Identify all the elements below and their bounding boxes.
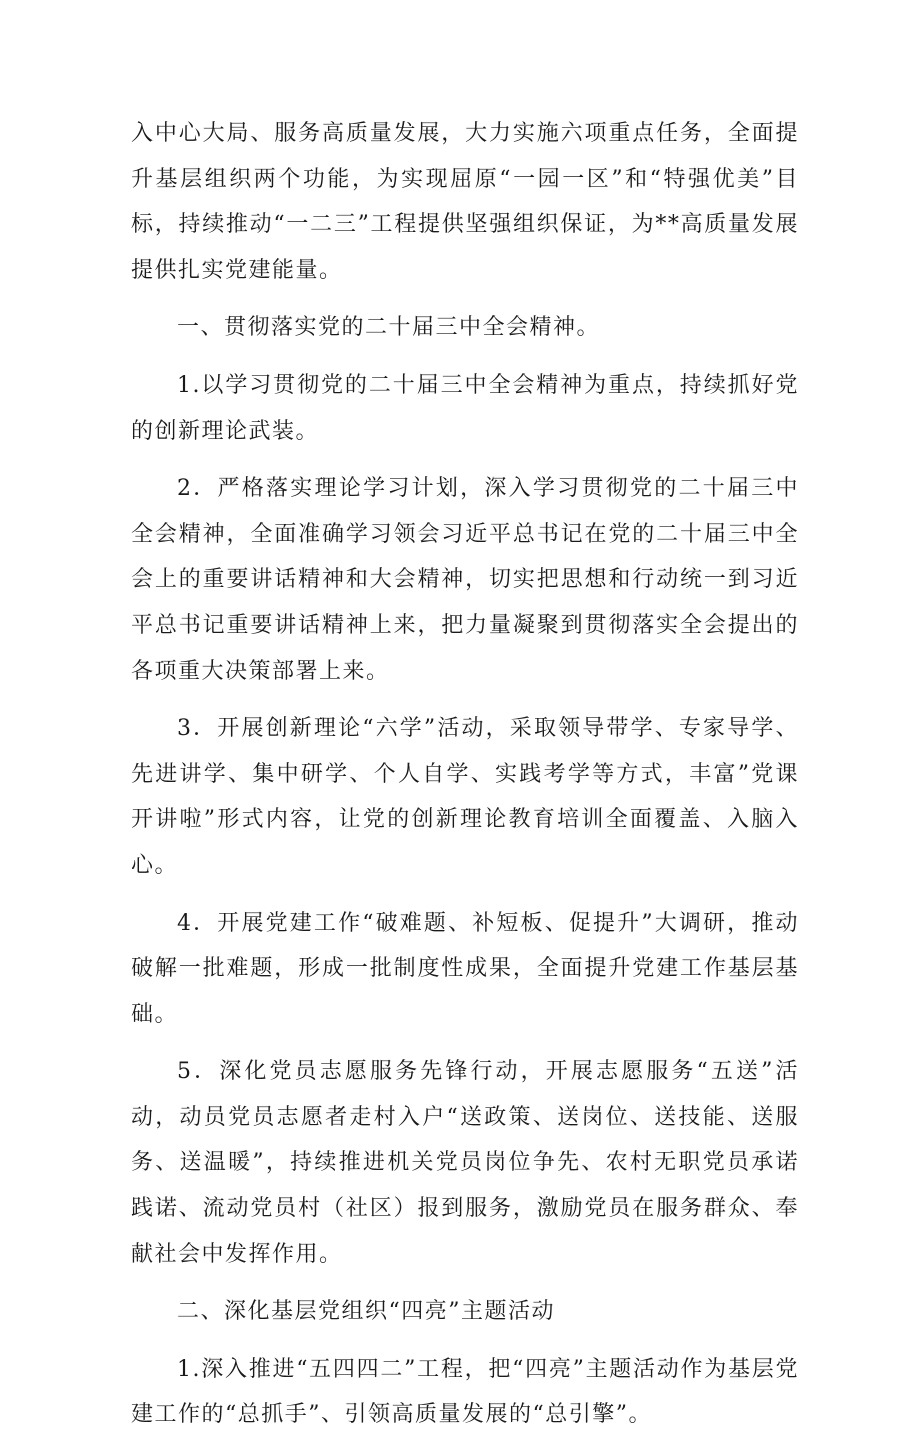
list-item-2-1: 1.深入推进“五四四二”工程，把“四亮”主题活动作为基层党建工作的“总抓手”、引领高质量发展的“总引擎”。 <box>131 1356 799 1428</box>
section-heading-2: 二、深化基层党组织“四亮”主题活动 <box>177 1299 555 1325</box>
list-item-1-1: 1.以学习贯彻党的二十届三中全会精神为重点，持续抓好党的创新理论武装。 <box>131 372 799 444</box>
list-item-1-4: 4．开展党建工作“破难题、补短板、促提升”大调研，推动破解一批难题，形成一批制度性成果，全面提升党建工作基层基础。 <box>131 910 799 1027</box>
paragraph-intro-continuation: 入中心大局、服务高质量发展，大力实施六项重点任务，全面提升基层组织两个功能，为实现屈原“一园一区”和“特强优美”目标，持续推动“一二三”工程提供坚强组织保证，为**高质量发展提供扎实党建能量。 <box>131 121 799 283</box>
list-item-1-2: 2．严格落实理论学习计划，深入学习贯彻党的二十届三中全会精神，全面准确学习领会习近平总书记在党的二十届三中全会上的重要讲话精神和大会精神，切实把思想和行动统一到习近平总书记重要讲话精神上来，把力量凝聚到贯彻落实全会提出的各项重大决策部署上来。 <box>131 476 799 684</box>
document-body <box>131 111 799 1438</box>
list-item-1-5: 5．深化党员志愿服务先锋行动，开展志愿服务“五送”活动，动员党员志愿者走村入户“送政策、送岗位、送技能、送服务、送温暖”，持续推进机关党员岗位争先、农村无职党员承诺践诺、流动党员村（社区）报到服务，激励党员在服务群众、奉献社会中发挥作用。 <box>131 1059 799 1267</box>
list-item-1-3: 3．开展创新理论“六学”活动，采取领导带学、专家导学、先进讲学、集中研学、个人自学、实践考学等方式，丰富”党课开讲啦”形式内容，让党的创新理论教育培训全面覆盖、入脑入心。 <box>131 716 799 878</box>
section-heading-1: 一、贯彻落实党的二十届三中全会精神。 <box>177 315 601 341</box>
